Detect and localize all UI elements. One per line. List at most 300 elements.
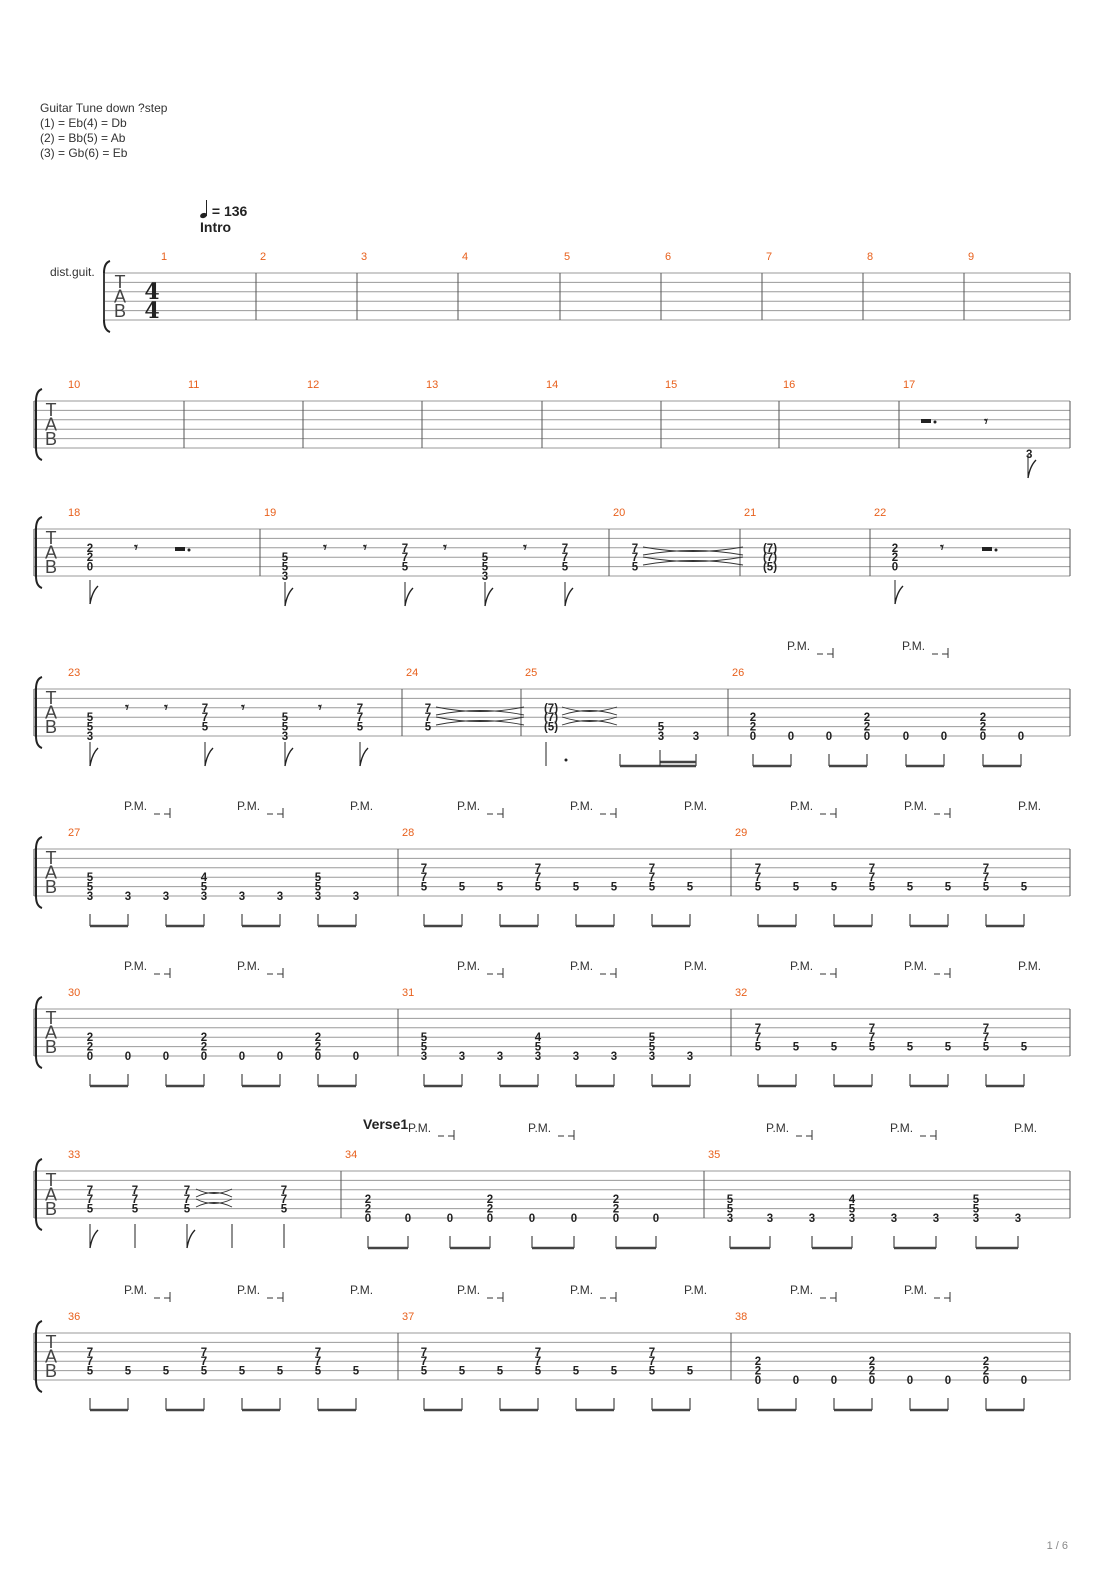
fret-number: 7 bbox=[424, 702, 432, 715]
fret-number: 5 bbox=[162, 1365, 170, 1378]
eighth-rest: 𝄾 bbox=[984, 414, 988, 430]
fret-number: 2 bbox=[749, 721, 757, 734]
measure-number: 16 bbox=[783, 379, 796, 391]
palm-mute-extent bbox=[154, 1292, 170, 1302]
system-bracket bbox=[36, 997, 42, 1068]
fret-number: 7 bbox=[314, 1346, 322, 1359]
measure-number: 37 bbox=[402, 1311, 415, 1323]
fret-number: 5 bbox=[648, 1365, 656, 1378]
palm-mute-label: P.M. bbox=[766, 1121, 790, 1135]
tab-clef-letter: A bbox=[44, 1022, 58, 1043]
measure-number: 6 bbox=[665, 251, 672, 263]
eighth-rest: 𝄾 bbox=[125, 700, 129, 716]
note-flag bbox=[285, 588, 293, 606]
palm-mute-extent bbox=[438, 1130, 454, 1140]
fret-number: 2 bbox=[612, 1194, 620, 1207]
fret-number: 0 bbox=[404, 1213, 412, 1225]
tab-clef-letter: B bbox=[44, 1037, 58, 1057]
fret-number: 2 bbox=[754, 1365, 762, 1378]
fret-number: 5 bbox=[496, 1365, 504, 1378]
palm-mute-extent bbox=[817, 648, 833, 658]
rest-dot bbox=[995, 549, 998, 552]
palm-mute-label: P.M. bbox=[904, 799, 928, 813]
fret-number: 2 bbox=[749, 712, 757, 725]
measure-number: 1 bbox=[161, 251, 168, 263]
fret-number: 3 bbox=[1014, 1213, 1022, 1225]
fret-number: 5 bbox=[276, 1365, 284, 1378]
system-bracket bbox=[104, 261, 110, 332]
fret-number: 5 bbox=[424, 721, 432, 734]
fret-number: 3 bbox=[932, 1213, 940, 1225]
palm-mute-label: P.M. bbox=[1018, 959, 1042, 973]
fret-number: 5 bbox=[726, 1203, 734, 1216]
tab-clef-letter: A bbox=[44, 702, 58, 723]
fret-number: 5 bbox=[572, 1365, 580, 1378]
tab-clef-letter: B bbox=[44, 429, 58, 449]
tab-clef-letter: T bbox=[45, 1170, 57, 1190]
section-intro: Intro bbox=[200, 219, 232, 235]
fret-number: 3 bbox=[420, 1051, 428, 1063]
note-flag bbox=[90, 586, 98, 604]
fret-number: 0 bbox=[652, 1213, 660, 1225]
measure-number: 22 bbox=[874, 507, 887, 519]
fret-number: 5 bbox=[281, 552, 289, 565]
fret-number: 7 bbox=[982, 872, 990, 885]
fret-number: 0 bbox=[1020, 1375, 1028, 1387]
fret-number: 2 bbox=[891, 542, 899, 555]
fret-number: 2 bbox=[86, 1032, 94, 1045]
fret-number: 7 bbox=[420, 862, 428, 875]
section-verse1: Verse1 bbox=[363, 1116, 409, 1132]
fret-number: 5 bbox=[481, 561, 489, 574]
fret-number: 2 bbox=[314, 1041, 322, 1054]
eighth-rest: 𝄾 bbox=[940, 540, 944, 556]
palm-mute-extent bbox=[820, 968, 836, 978]
eighth-rest: 𝄾 bbox=[363, 540, 367, 556]
fret-number: 7 bbox=[420, 1346, 428, 1359]
fret-number: 0 bbox=[314, 1051, 322, 1063]
fret-number: 2 bbox=[982, 1356, 990, 1369]
fret-number: 7 bbox=[648, 872, 656, 885]
palm-mute-label: P.M. bbox=[684, 959, 708, 973]
fret-number: 3 bbox=[534, 1051, 542, 1063]
fret-number: (7) bbox=[543, 712, 559, 725]
fret-number: 5 bbox=[754, 881, 762, 894]
fret-number: 5 bbox=[356, 721, 364, 734]
measure-number: 13 bbox=[426, 379, 439, 391]
palm-mute-label: P.M. bbox=[124, 799, 148, 813]
fret-number: 7 bbox=[754, 1022, 762, 1035]
fret-number: 5 bbox=[496, 881, 504, 894]
fret-number: 2 bbox=[868, 1365, 876, 1378]
fret-number: (5) bbox=[762, 561, 778, 574]
palm-mute-extent bbox=[267, 808, 283, 818]
fret-number: 5 bbox=[830, 881, 838, 894]
fret-number: 3 bbox=[200, 891, 208, 903]
tempo-value: = 136 bbox=[211, 203, 248, 219]
fret-number: 5 bbox=[561, 561, 569, 574]
tab-clef-letter: T bbox=[114, 272, 126, 292]
measure-number: 8 bbox=[867, 251, 874, 263]
fret-number: 5 bbox=[201, 721, 209, 734]
fret-number: 7 bbox=[534, 862, 542, 875]
eighth-rest: 𝄾 bbox=[323, 540, 327, 556]
fret-number: 5 bbox=[314, 881, 322, 894]
fret-number: 7 bbox=[982, 1032, 990, 1045]
fret-number: 4 bbox=[848, 1194, 856, 1207]
palm-mute-extent bbox=[920, 1130, 936, 1140]
palm-mute-extent bbox=[558, 1130, 574, 1140]
fret-number: 3 bbox=[726, 1213, 734, 1225]
fret-number: 7 bbox=[631, 552, 639, 565]
fret-number: 7 bbox=[401, 552, 409, 565]
measure-number: 3 bbox=[361, 251, 368, 263]
fret-number: 7 bbox=[534, 872, 542, 885]
fret-number: 7 bbox=[280, 1184, 288, 1197]
fret-number: 0 bbox=[352, 1051, 360, 1063]
fret-number: (5) bbox=[543, 721, 559, 734]
palm-mute-extent bbox=[154, 808, 170, 818]
rest-dot bbox=[188, 549, 191, 552]
fret-number: 2 bbox=[612, 1203, 620, 1216]
fret-number: 3 bbox=[657, 731, 665, 743]
fret-number: 0 bbox=[979, 731, 987, 743]
fret-number: 5 bbox=[86, 712, 94, 725]
fret-number: 0 bbox=[528, 1213, 536, 1225]
measure-number: 2 bbox=[260, 251, 267, 263]
fret-number: 5 bbox=[944, 1041, 952, 1054]
fret-number: 0 bbox=[830, 1375, 838, 1387]
palm-mute-extent bbox=[934, 808, 950, 818]
measure-number: 5 bbox=[564, 251, 571, 263]
fret-number: 5 bbox=[131, 1203, 139, 1216]
measure-number: 29 bbox=[735, 827, 748, 839]
fret-number: 7 bbox=[868, 862, 876, 875]
measure-number: 34 bbox=[345, 1149, 358, 1161]
fret-number: 5 bbox=[124, 1365, 132, 1378]
fret-number: 2 bbox=[364, 1194, 372, 1207]
fret-number: 3 bbox=[276, 891, 284, 903]
fret-number: 3 bbox=[481, 571, 489, 583]
fret-number: 5 bbox=[648, 881, 656, 894]
fret-number: 2 bbox=[86, 1041, 94, 1054]
fret-number: 5 bbox=[868, 881, 876, 894]
fret-number: 7 bbox=[86, 1356, 94, 1369]
palm-mute-label: P.M. bbox=[902, 639, 926, 653]
fret-number: 5 bbox=[183, 1203, 191, 1216]
fret-number: 3 bbox=[496, 1051, 504, 1063]
fret-number: 5 bbox=[86, 872, 94, 885]
fret-number: 5 bbox=[281, 712, 289, 725]
measure-number: 35 bbox=[708, 1149, 721, 1161]
fret-number: 7 bbox=[201, 702, 209, 715]
palm-mute-label: P.M. bbox=[350, 799, 374, 813]
fret-number: 3 bbox=[692, 731, 700, 743]
fret-number: 0 bbox=[86, 561, 94, 574]
fret-number: 7 bbox=[86, 1346, 94, 1359]
fret-number: 5 bbox=[458, 881, 466, 894]
palm-mute-label: P.M. bbox=[904, 1283, 928, 1297]
palm-mute-extent bbox=[487, 808, 503, 818]
fret-number: 0 bbox=[754, 1375, 762, 1387]
fret-number: 5 bbox=[726, 1194, 734, 1207]
fret-number: 7 bbox=[356, 702, 364, 715]
fret-number: 5 bbox=[281, 721, 289, 734]
palm-mute-label: P.M. bbox=[570, 1283, 594, 1297]
fret-number: 3 bbox=[766, 1213, 774, 1225]
measure-number: 31 bbox=[402, 987, 415, 999]
fret-number: 7 bbox=[131, 1194, 139, 1207]
measure-number: 20 bbox=[613, 507, 626, 519]
palm-mute-extent bbox=[934, 1292, 950, 1302]
palm-mute-label: P.M. bbox=[124, 959, 148, 973]
fret-number: 5 bbox=[481, 552, 489, 565]
fret-number: 7 bbox=[183, 1184, 191, 1197]
system-bracket bbox=[36, 389, 42, 460]
fret-number: 0 bbox=[570, 1213, 578, 1225]
palm-mute-label: P.M. bbox=[570, 959, 594, 973]
tuplet-number: 3 bbox=[1026, 449, 1033, 461]
fret-number: 7 bbox=[314, 1356, 322, 1369]
tuning-title: Guitar Tune down ?step bbox=[40, 101, 168, 115]
palm-mute-extent bbox=[600, 968, 616, 978]
palm-mute-label: P.M. bbox=[790, 1283, 814, 1297]
palm-mute-extent bbox=[154, 968, 170, 978]
fret-number: 0 bbox=[124, 1051, 132, 1063]
fret-number: 3 bbox=[86, 731, 94, 743]
fret-number: 3 bbox=[352, 891, 360, 903]
fret-number: 5 bbox=[1020, 1041, 1028, 1054]
fret-number: 2 bbox=[486, 1194, 494, 1207]
fret-number: 3 bbox=[648, 1051, 656, 1063]
measure-number: 25 bbox=[525, 667, 538, 679]
rest-dot bbox=[934, 421, 937, 424]
palm-mute-label: P.M. bbox=[457, 799, 481, 813]
fret-number: 5 bbox=[686, 881, 694, 894]
fret-number: 5 bbox=[792, 1041, 800, 1054]
fret-number: 5 bbox=[982, 881, 990, 894]
tab-clef-letter: T bbox=[45, 528, 57, 548]
eighth-rest: 𝄾 bbox=[241, 700, 245, 716]
fret-number: 5 bbox=[420, 1032, 428, 1045]
palm-mute-extent bbox=[487, 968, 503, 978]
measure-number: 36 bbox=[68, 1311, 81, 1323]
fret-number: 0 bbox=[162, 1051, 170, 1063]
fret-number: 5 bbox=[754, 1041, 762, 1054]
fret-number: 0 bbox=[940, 731, 948, 743]
time-signature-bottom: 4 bbox=[144, 298, 160, 324]
fret-number: 2 bbox=[863, 721, 871, 734]
half-rest bbox=[982, 547, 992, 551]
fret-number: 0 bbox=[787, 731, 795, 743]
note-flag bbox=[405, 588, 413, 606]
fret-number: 0 bbox=[868, 1375, 876, 1387]
fret-number: 3 bbox=[890, 1213, 898, 1225]
fret-number: 2 bbox=[754, 1356, 762, 1369]
palm-mute-extent bbox=[934, 968, 950, 978]
fret-number: 2 bbox=[200, 1041, 208, 1054]
fret-number: 3 bbox=[808, 1213, 816, 1225]
fret-number: 5 bbox=[610, 1365, 618, 1378]
fret-number: 5 bbox=[572, 881, 580, 894]
measure-number: 10 bbox=[68, 379, 81, 391]
palm-mute-extent bbox=[267, 968, 283, 978]
palm-mute-label: P.M. bbox=[237, 959, 261, 973]
fret-number: 0 bbox=[612, 1213, 620, 1225]
tuning-line: (1) = Eb(4) = Db bbox=[40, 116, 127, 130]
measure-number: 17 bbox=[903, 379, 916, 391]
fret-number: 5 bbox=[792, 881, 800, 894]
tab-clef-letter: B bbox=[113, 301, 127, 321]
measure-number: 23 bbox=[68, 667, 81, 679]
note-flag bbox=[485, 588, 493, 606]
fret-number: 5 bbox=[972, 1203, 980, 1216]
fret-number: 5 bbox=[631, 561, 639, 574]
palm-mute-label: P.M. bbox=[684, 799, 708, 813]
fret-number: 2 bbox=[86, 552, 94, 565]
fret-number: 5 bbox=[868, 1041, 876, 1054]
eighth-rest: 𝄾 bbox=[164, 700, 168, 716]
palm-mute-extent bbox=[820, 808, 836, 818]
palm-mute-label: P.M. bbox=[528, 1121, 552, 1135]
fret-number: 3 bbox=[610, 1051, 618, 1063]
fret-number: 3 bbox=[458, 1051, 466, 1063]
fret-number: 0 bbox=[238, 1051, 246, 1063]
palm-mute-label: P.M. bbox=[350, 1283, 374, 1297]
tab-clef-letter: A bbox=[44, 1184, 58, 1205]
fret-number: 5 bbox=[534, 1041, 542, 1054]
tab-clef-letter: B bbox=[44, 717, 58, 737]
tab-clef-letter: B bbox=[44, 1199, 58, 1219]
measure-number: 28 bbox=[402, 827, 415, 839]
fret-number: 4 bbox=[200, 872, 208, 885]
fret-number: 3 bbox=[124, 891, 132, 903]
system-bracket bbox=[36, 837, 42, 908]
fret-number: 5 bbox=[686, 1365, 694, 1378]
fret-number: 3 bbox=[162, 891, 170, 903]
measure-number: 21 bbox=[744, 507, 757, 519]
fret-number: 2 bbox=[200, 1032, 208, 1045]
fret-number: 0 bbox=[792, 1375, 800, 1387]
system-bracket bbox=[36, 1159, 42, 1230]
fret-number: 5 bbox=[420, 881, 428, 894]
palm-mute-extent bbox=[796, 1130, 812, 1140]
half-rest bbox=[921, 419, 931, 423]
palm-mute-label: P.M. bbox=[790, 959, 814, 973]
fret-number: 3 bbox=[281, 731, 289, 743]
fret-number: 5 bbox=[648, 1041, 656, 1054]
note-flag bbox=[1028, 460, 1036, 478]
fret-number: 5 bbox=[238, 1365, 246, 1378]
note-flag bbox=[205, 748, 213, 766]
fret-number: 3 bbox=[86, 891, 94, 903]
palm-mute-extent bbox=[487, 1292, 503, 1302]
fret-number: 7 bbox=[401, 542, 409, 555]
tab-clef-letter: T bbox=[45, 1008, 57, 1028]
palm-mute-label: P.M. bbox=[787, 639, 811, 653]
fret-number: 3 bbox=[572, 1051, 580, 1063]
palm-mute-extent bbox=[600, 808, 616, 818]
palm-mute-label: P.M. bbox=[408, 1121, 432, 1135]
fret-number: 5 bbox=[420, 1365, 428, 1378]
tab-clef-letter: T bbox=[45, 400, 57, 420]
fret-number: 0 bbox=[200, 1051, 208, 1063]
tab-clef-letter: A bbox=[44, 862, 58, 883]
measure-number: 24 bbox=[406, 667, 419, 679]
note-flag bbox=[360, 748, 368, 766]
fret-number: 2 bbox=[86, 542, 94, 555]
fret-number: 7 bbox=[982, 1022, 990, 1035]
measure-number: 30 bbox=[68, 987, 81, 999]
tuning-line: (2) = Bb(5) = Ab bbox=[40, 131, 126, 145]
fret-number: 0 bbox=[86, 1051, 94, 1063]
fret-number: 5 bbox=[906, 881, 914, 894]
fret-number: 0 bbox=[944, 1375, 952, 1387]
system-bracket bbox=[36, 1321, 42, 1392]
fret-number: 7 bbox=[648, 1346, 656, 1359]
palm-mute-extent bbox=[267, 1292, 283, 1302]
fret-number: 4 bbox=[534, 1032, 542, 1045]
fret-number: 0 bbox=[486, 1213, 494, 1225]
fret-number: 7 bbox=[631, 542, 639, 555]
fret-number: 7 bbox=[356, 712, 364, 725]
fret-number: 7 bbox=[424, 712, 432, 725]
fret-number: 3 bbox=[238, 891, 246, 903]
fret-number: 3 bbox=[972, 1213, 980, 1225]
page-number: 1 / 6 bbox=[1046, 1540, 1068, 1552]
eighth-rest: 𝄾 bbox=[134, 540, 138, 556]
fret-number: 3 bbox=[686, 1051, 694, 1063]
tuning-line: (3) = Gb(6) = Eb bbox=[40, 146, 128, 160]
fret-number: 2 bbox=[891, 552, 899, 565]
palm-mute-extent bbox=[820, 1292, 836, 1302]
measure-number: 18 bbox=[68, 507, 81, 519]
fret-number: 5 bbox=[352, 1365, 360, 1378]
time-signature-top: 4 bbox=[144, 279, 160, 305]
palm-mute-label: P.M. bbox=[457, 1283, 481, 1297]
fret-number: 2 bbox=[982, 1365, 990, 1378]
fret-number: 2 bbox=[979, 721, 987, 734]
fret-number: 7 bbox=[86, 1194, 94, 1207]
note-flag bbox=[565, 588, 573, 606]
palm-mute-label: P.M. bbox=[1018, 799, 1042, 813]
fret-number: 3 bbox=[848, 1213, 856, 1225]
fret-number: 5 bbox=[830, 1041, 838, 1054]
tab-clef-letter: B bbox=[44, 1361, 58, 1381]
fret-number: 7 bbox=[561, 552, 569, 565]
fret-number: 7 bbox=[534, 1356, 542, 1369]
fret-number: 0 bbox=[982, 1375, 990, 1387]
measure-number: 7 bbox=[766, 251, 773, 263]
fret-number: 0 bbox=[906, 1375, 914, 1387]
fret-number: 0 bbox=[902, 731, 910, 743]
fret-number: 5 bbox=[848, 1203, 856, 1216]
fret-number: 3 bbox=[314, 891, 322, 903]
note-flag bbox=[187, 1230, 195, 1248]
tab-clef-letter: T bbox=[45, 848, 57, 868]
measure-number: 33 bbox=[68, 1149, 81, 1161]
palm-mute-label: P.M. bbox=[904, 959, 928, 973]
fret-number: 5 bbox=[420, 1041, 428, 1054]
fret-number: 5 bbox=[86, 881, 94, 894]
fret-number: 5 bbox=[972, 1194, 980, 1207]
eighth-rest: 𝄾 bbox=[318, 700, 322, 716]
palm-mute-label: P.M. bbox=[684, 1283, 708, 1297]
fret-number: 0 bbox=[446, 1213, 454, 1225]
fret-number: 7 bbox=[131, 1184, 139, 1197]
fret-number: 5 bbox=[200, 881, 208, 894]
measure-number: 26 bbox=[732, 667, 745, 679]
